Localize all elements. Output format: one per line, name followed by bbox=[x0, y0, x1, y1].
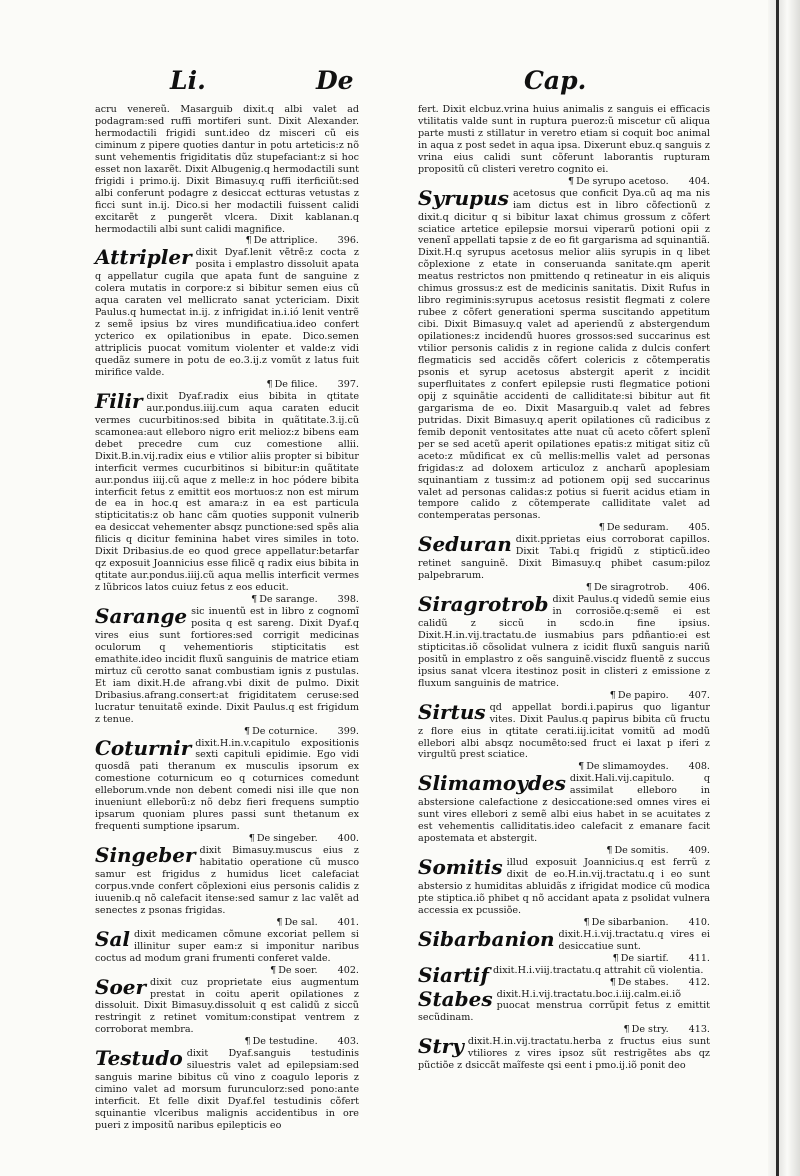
entry-body bbox=[95, 388, 359, 594]
right-entries bbox=[418, 176, 710, 1072]
entry-heading-text: De slimamoydes. bbox=[586, 761, 669, 773]
entry-number: 411. bbox=[688, 952, 710, 964]
pilcrow-icon: ¶ bbox=[276, 916, 283, 928]
entry-body bbox=[418, 594, 710, 690]
pilcrow-icon: ¶ bbox=[606, 845, 613, 857]
entry-lemma: Sal bbox=[95, 926, 130, 951]
entry-body bbox=[95, 926, 359, 965]
entry-heading-text: De siartif. bbox=[620, 952, 669, 964]
right-text-column bbox=[418, 104, 710, 1072]
running-head bbox=[0, 66, 760, 100]
entry-number: 401. bbox=[337, 916, 359, 928]
book-page-edge bbox=[768, 0, 800, 1176]
entry-lemma: Testudo bbox=[95, 1046, 183, 1071]
entry-body bbox=[418, 185, 710, 523]
entry-number: 412. bbox=[688, 976, 710, 988]
entry-number: 407. bbox=[688, 689, 710, 701]
entry-lemma: Filir bbox=[95, 388, 143, 413]
pilcrow-icon: ¶ bbox=[583, 916, 590, 928]
pilcrow-icon: ¶ bbox=[244, 1036, 251, 1048]
dictionary-entry bbox=[95, 379, 359, 594]
entry-body bbox=[418, 857, 710, 917]
entry-body bbox=[418, 534, 710, 582]
pilcrow-icon: ¶ bbox=[612, 952, 619, 964]
entry-body bbox=[95, 1048, 359, 1132]
entry-lemma: Sarange bbox=[95, 604, 188, 629]
entry-number: 408. bbox=[688, 761, 710, 773]
entry-number: 403. bbox=[337, 1036, 359, 1048]
entry-number: 400. bbox=[337, 833, 359, 845]
entry-text: sic inuentũ est in libro z cognomĩ posita q est sareng. Dixit Dyaf.q vires eius sunt fortiores:sed corrigit medicinas oculorum q vehementioris stipticitatis est emathite.ideo incidit fluxũ sanguinis de matrice etiam mirtuz cũ cerotto sanat combustiam ignis z pustulas. Et iam dixit.H.de afrang.vbi dixit de pulmo. Dixit Dribasius.afrang.consert:at frigiditatem ceruse:sed lucratur tenuitatẽ exinde. Dixit Paulus.q est frigidum z tenue. bbox=[95, 606, 359, 725]
dictionary-entry bbox=[418, 845, 710, 917]
pilcrow-icon: ¶ bbox=[251, 594, 258, 606]
entry-text: dixit.pprietas eius corroborat capillos. Dixit Tabi.q frigidũ z stipticũ.ideo retinet sanguinẽ. Dixit Bimasuy.q phibet casum:piloz palpebrarum. bbox=[418, 534, 710, 582]
entry-number: 410. bbox=[688, 916, 710, 928]
entry-body bbox=[418, 699, 710, 762]
entry-text: illud exposuit Joannicius.q est ferrũ z dixit de eo.H.in.vij.tractatu.q i eo sunt abstersio z humiditas abluidãs z ifrigidat modice cũ modica pte stiptica.iõ phibet q nõ accidant apata z psolidat vulnera accessia ex pcussiõe. bbox=[418, 857, 710, 916]
entry-body bbox=[95, 735, 359, 834]
pilcrow-icon: ¶ bbox=[598, 522, 605, 534]
entry-text: dixit cuz proprietate eius augmentum prestat in coitu aperit opilationes z dissoluit. Dixit Bimasuy.dissoluit q est calidũ z siccũ restringit z retinet vomitum:constipat ventrem z corroborat membra. bbox=[95, 976, 359, 1036]
entry-text: dixit.H.i.vij.tractatu.q vires ei desiccatiue sunt. bbox=[558, 928, 710, 952]
entry-heading-text: De sal. bbox=[284, 916, 318, 928]
entry-text: dixit.H.i.viij.tractatu.q attrahit cũ violentia. bbox=[492, 964, 704, 976]
entry-lemma: Somitis bbox=[418, 855, 503, 880]
entry-heading-text: De attriplice. bbox=[253, 235, 318, 247]
entry-number: 404. bbox=[688, 175, 710, 187]
pilcrow-icon: ¶ bbox=[609, 689, 616, 701]
dictionary-entry bbox=[418, 917, 710, 953]
entry-lemma: Siartif bbox=[418, 962, 489, 987]
dictionary-entry bbox=[418, 1024, 710, 1072]
entry-body bbox=[95, 974, 359, 1037]
dictionary-entry bbox=[95, 1036, 359, 1132]
entry-body bbox=[418, 926, 710, 953]
dictionary-entry bbox=[95, 235, 359, 378]
left-entries bbox=[95, 235, 359, 1131]
entry-text: dixit.H.in.v.capitulo expositionis sexti capituli epidimie. Ego vidi quosdã pati theranum ex musculis ipsorum ex comestione coturnicum eo q coturnices comedunt elleborum.vnde non debent comedi nisi ille que non inueniunt elleborũ:z nõ debz fieri frequens sumptio ipsarum quoniam plures passi sunt thetanum ex frequenti sumptione ipsarum. bbox=[95, 737, 359, 833]
entry-lemma: Soer bbox=[95, 974, 147, 999]
pilcrow-icon: ¶ bbox=[568, 175, 575, 187]
pilcrow-icon: ¶ bbox=[270, 964, 277, 976]
entry-number: 409. bbox=[688, 845, 710, 857]
entry-lemma: Seduran bbox=[418, 532, 512, 557]
entry-heading-text: De sibarbanion. bbox=[591, 916, 669, 928]
pilcrow-icon: ¶ bbox=[585, 582, 592, 594]
entry-heading-text: De siragrotrob. bbox=[593, 582, 669, 594]
running-head-book: Li. bbox=[170, 66, 206, 95]
entry-heading-text: De stabes. bbox=[617, 976, 669, 988]
dictionary-entry bbox=[418, 582, 710, 690]
entry-body bbox=[95, 845, 359, 917]
left-text-column bbox=[95, 104, 359, 1132]
dictionary-entry bbox=[95, 833, 359, 917]
entry-text: dixit.H.i.vij.tractatu.boc.i.iij.calm.ei.iõ puocat menstrua corrũpit fetus z emittit secũdinam. bbox=[418, 988, 710, 1024]
entry-lemma: Coturnir bbox=[95, 735, 192, 760]
entry-heading-text: De filice. bbox=[274, 378, 318, 390]
running-head-chapter: Cap. bbox=[524, 66, 587, 95]
entry-heading-text: De coturnice. bbox=[252, 725, 318, 737]
entry-number: 406. bbox=[688, 582, 710, 594]
entry-number: 396. bbox=[337, 235, 359, 247]
entry-heading bbox=[95, 917, 359, 929]
entry-text: dixit Paulus.q videdũ semie eius in corrosiõe.q:semẽ ei est calidũ z siccũ in scdo.in fine ipsius. Dixit.H.in.vij.tractatu.de iusmabius pars pdñantio:ei est stipticitas.iõ cõsolidat vulnera z icidit fluxũ sanguis nariũ positũ in emplastro z oẽs sanguinẽ.viscidz fluentẽ z succus ipsius sanat vlcera itestinoz posit in clisteri z emissione z fluxum sanguinis de matrice. bbox=[418, 594, 710, 689]
pilcrow-icon: ¶ bbox=[609, 976, 616, 988]
right-column-lead-text: fert. Dixit elcbuz.vrina huius animalis z sanguis ei efficacis vtilitatis valde sunt in ruptura pueroz:ũ miscetur cũ aliqua parte musti z stillatur in veretro etiam si coquit boc animal in aqua z post sedet in aqua ipsa. Dixerunt ebuz.q sanguis z vrina eius calidi sunt cõferunt laborantis rupturam propositũ cũ clisteri veretro cognito ei. bbox=[418, 104, 710, 175]
entry-number: 398. bbox=[337, 594, 359, 606]
dictionary-entry bbox=[418, 690, 710, 762]
entry-heading-text: De syrupo acetoso. bbox=[576, 175, 669, 187]
dictionary-entry bbox=[418, 176, 710, 523]
entry-heading-text: De testudine. bbox=[252, 1036, 318, 1048]
entry-lemma: Stry bbox=[418, 1034, 464, 1059]
entry-number: 405. bbox=[688, 522, 710, 534]
entry-number: 402. bbox=[337, 964, 359, 976]
entry-heading-text: De sarange. bbox=[259, 594, 318, 606]
entry-body bbox=[418, 773, 710, 845]
entry-body bbox=[95, 247, 359, 378]
dictionary-entry bbox=[418, 522, 710, 582]
entry-lemma: Syrupus bbox=[418, 185, 509, 210]
pilcrow-icon: ¶ bbox=[243, 725, 251, 737]
dictionary-entry bbox=[418, 761, 710, 845]
entry-heading-text: De singeber. bbox=[256, 833, 318, 845]
entry-text: dixit Dyaf.radix eius bibita in qtitate aur.pondus.iiij.cum aqua caraten educit vermes cucurbitinos:sed bibita in quãtitate.3.ij.cũ scamonea:aut elleboro nigro erit melioz:z bibens eam debet precedre cum cuz comestione allii. Dixit.B.in.vij.radix eius e vtilior aliis propter si bibitur interficit vermes cucurbitinos si bibitur:in quãtitate aur.pondus iiij.cũ aque z melle:z in hoc pódere bibita interficit fetus z emittit eos mortuos:z non est mirum de ea in hoc.q est amara:z in ea est particula stipticitatis:z ob hanc cãm quoties supponit vulnerib ea desiccat vehementer absqz punctione:sed spẽs alia filicis q dicitur feminina habet vires similes in toto. Dixit Dribasius.de eo quod grece appellatur:betarfar qz exposuit Joannicius esse filicẽ q radix eius bibita in qtitate aur.pondus.iiij.cũ aqua mellis interficit vermes z lũbricos latos cuiuz fetus z eos educit. bbox=[95, 390, 359, 594]
entry-text: dixit Dyaf.lenit vẽtrẽ:z cocta z posita i emplastro dissoluit apata q appellatur cugila que apata funt de sanguine z colera mutatis in corpore:z si bibitur semen eius cũ aqua caraten vel mellicrato sanat yctericiam. Dixit Paulus.q humectat in.ij. z infrigidat in.i.ió lenit ventrẽ z semẽ ipsius bz vires mundificatiua.ideo confert ycterico ex opilationibus in epate. Dico.semen attriplicis puocat vomitum violenter et valde:z vidi quedãz sumere in potu de eo.3.ij.z vomũt z latus fuit mirifice valde. bbox=[95, 247, 359, 378]
pilcrow-icon: ¶ bbox=[578, 761, 585, 773]
dictionary-entry bbox=[95, 965, 359, 1037]
dictionary-entry bbox=[95, 917, 359, 965]
running-head-title: De bbox=[316, 66, 354, 95]
entry-lemma: Attripler bbox=[95, 245, 192, 270]
entry-body bbox=[418, 1036, 710, 1072]
entry-text: dixit.H.in.vij.tractatu.herba z fructus eius sunt vtiliores z vires ipsoz sũt restrigẽtes abs qz pũctiõe z dsiccãt maĩfeste qsi eent i pmo.ij.iõ ponit deo bbox=[418, 1036, 710, 1072]
entry-heading-text: De seduram. bbox=[606, 522, 669, 534]
entry-number: 399. bbox=[337, 725, 359, 737]
entry-text: dixit Bimasuy.muscus eius z habitatio operatione cũ musco samur est frigidus z humidus licet calefaciat corpus.vnde confert cõplexioni eius personis calidis z iuuenib.q nõ calefacit itense:sed samur z lac valẽt ad senectes z psonas frigidas. bbox=[95, 845, 359, 916]
dictionary-entry bbox=[95, 594, 359, 725]
entry-lemma: Siragrotrob bbox=[418, 592, 549, 617]
entry-heading-text: De stry. bbox=[631, 1024, 669, 1036]
entry-number: 413. bbox=[688, 1024, 710, 1036]
entry-body bbox=[418, 986, 710, 1025]
entry-body bbox=[95, 606, 359, 726]
entry-lemma: Singeber bbox=[95, 843, 196, 868]
entry-text: dixit.Hali.vij.capitulo. q assimilat elleboro in abstersione calefactione z desiccatione:sed omnes vires ei sunt vires ellebori z semẽ albi eius habet in se acuitates z est vehementis calliditatis.ideo calefacit z emanare facit apostemata et abstergit. bbox=[418, 773, 710, 845]
pilcrow-icon: ¶ bbox=[266, 378, 273, 390]
entry-text: acetosus que conficit Dya.cũ aq ma nis iam dictus est in libro cõfectionũ z dixit.q dicitur q si bibitur laxat chimus grossum z cõfert sciatice artetice epilepsie morsui viperarũ potioni opii z venenĩ appellati tapsie z de eo fit gargarisma ad squinantiã. Dixit.H.q syrupus acetosus melior aliis syrupis in q libet cõplexione z etate in conseruanda sanitate.qm aperit meatus restrictos non pmittendo q retineatur in eis aliquis chimus grossus:z est de medicinis sanitatis. Dixit Rufus in libro regiminis:syrupus acetosus resistit flegmati z colere rubee z cõfert generationi sperma suscitando appetitum cibi. Dixit Bimasuy.q valet ad aperiendũ z abstergendum opilationes:z incidendũ huores grossos:sed succarinus est vtilior personis calidis z in regione calida z dulcis confert flegmaticis sed accidẽs cõfert colericis z cõtemperatis psonis et syrup acetosus abstergit aperit z incidit superfluitates z confert epilepsie rusti flegmatice potioni opij z squinãtie accidenti de calliditate:si bibitur aut fit gargarisma de eo. Dixit Masarguib.q valet ad febres putridas. Dixit Bimasuy.q aperit opilationes cũ radicibus z femib deponit ventositates atte nuat cũ aceto cõfert splenĩ per se sed acetũ aperit opilationes epatis:z mitigat sitiz cũ aceto:z mũdificat ex cũ mellis:mellis valet ad personas frigidas:z ad doloxem articuloz z ancharũ apoplesiam squinantiam z tussim:z ad potionem opij sed succarinus valet ad personas calidas:z potius si fuerit acidus etiam in tempore calido z cõtemperate calliditate valet ad contemperatas personas. bbox=[418, 187, 710, 522]
pilcrow-icon: ¶ bbox=[248, 833, 255, 845]
entry-text: dixit medicamen cõmune excoriat pellem si illinitur super eam:z si imponitur naribus coctus ad modum grani frumenti conferet valde. bbox=[95, 928, 359, 964]
entry-lemma: Slimamoydes bbox=[418, 771, 566, 796]
entry-heading-text: De soer. bbox=[278, 964, 318, 976]
pilcrow-icon: ¶ bbox=[245, 235, 252, 247]
entry-text: dixit Dyaf.sanguis testudinis siluestris valet ad epilepsiam:sed sanguis marine bibitus cũ vino z coagulo leporis z cimino valet ad morsum furunculorz:sed pono:ante interficit. Et felle dixit Dyaf.fel testudinis cõfert squinantie vlceribus malignis accidentibus in ore pueri z impositũ naribus epilepticis eo bbox=[95, 1048, 359, 1132]
left-column-lead-text: acru venereũ. Masarguib dixit.q albi valet ad podagram:sed ruffi mortiferi sunt. Dixit Alexander. hermodactili frigidi sunt.ideo dz misceri cũ eis ciminum z pipere quoties dantur in potu arteticis:z nõ sunt vehementis frigiditatis dũz stupefaciant:z si hoc esset non laxarẽt. Dixit Albugenig.q hermodactili sunt frigidi i primo.ij. Dixit Bimasuy.q ruffi iterficiũt:sed albi conferunt podagre z desiccat ectturas vetustas z ficci sunt in.ij. Dico.si her modactili fuissent calidi excitarẽt z pungerẽt vlcera. Dixit kablanan.q hermodactili albi sunt calidi magnifice. bbox=[95, 104, 359, 235]
entry-lemma: Stabes bbox=[418, 986, 493, 1011]
entry-lemma: Sirtus bbox=[418, 699, 486, 724]
pilcrow-icon: ¶ bbox=[623, 1024, 630, 1036]
entry-number: 397. bbox=[337, 378, 359, 390]
entry-lemma: Sibarbanion bbox=[418, 926, 555, 951]
entry-heading-text: De papiro. bbox=[617, 689, 669, 701]
entry-heading-text: De somitis. bbox=[614, 845, 669, 857]
dictionary-entry bbox=[95, 726, 359, 834]
entry-text: qd appellat bordi.i.papirus quo ligantur vites. Dixit Paulus.q papirus bibita cũ fructu z flore eius in qtitate cerati.iij.icitat vomitũ ad modũ ellebori albi absqz nocumẽto:sed fruct ei laxat p iferi z virgultũ prest sciatice. bbox=[418, 701, 710, 761]
